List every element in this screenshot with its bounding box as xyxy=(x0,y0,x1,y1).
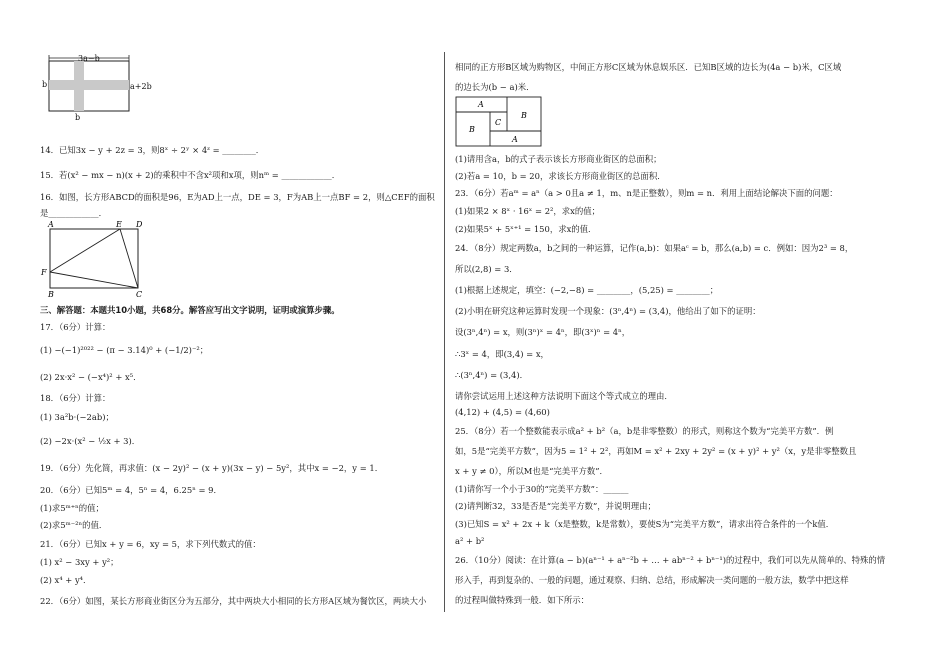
question-17-part1: (1) −(−1)²⁰²² − (π − 3.14)⁰ + (−1/2)⁻²； xyxy=(40,345,209,355)
question-25-expression: a² + b² xyxy=(455,536,485,546)
question-26-line2: 形入手，再到复杂的、一般的问题，通过观察、归纳、总结，形成解决一类问题的一般方法，数学中把这样 xyxy=(455,575,849,585)
question-15: 15．若(x² − mx − n)(x + 2)的乘积中不含x²项和x项，则nᵐ = ____________． xyxy=(40,170,341,180)
question-16-line2: 是____________． xyxy=(40,208,107,218)
cross-bottom-label: b xyxy=(75,113,81,122)
question-26-line3: 的过程叫做特殊到一般．如下所示： xyxy=(455,595,589,605)
cross-right-label: a+2b xyxy=(130,82,152,91)
left-column xyxy=(40,0,440,672)
rectangle-figure xyxy=(40,220,150,298)
question-16-line1: 16．如图，长方形ABCD的面积是96，E为AD上一点，DE = 3，F为AB上一点BF = 2，则△CEF的面积 xyxy=(40,192,435,202)
question-22-part2: (2)若a = 10，b = 20，求该长方形商业街区的总面积． xyxy=(455,171,666,181)
question-24-proof1: 设(3ⁿ,4ⁿ) = x，则(3ⁿ)ˣ = 4ⁿ，即(3ˣ)ⁿ = 4ⁿ， xyxy=(455,327,631,337)
zone-A-top: A xyxy=(478,100,484,109)
question-20-part2: (2)求5ᵐ⁻²ⁿ的值． xyxy=(40,520,108,530)
vertex-C: C xyxy=(136,290,143,298)
question-18-part1: (1) 3a²b·(−2ab)； xyxy=(40,412,114,422)
question-22-part1: (1)请用含a，b的式子表示该长方形商业街区的总面积； xyxy=(455,154,662,164)
question-24-equation: (4,12) + (4,5) = (4,60) xyxy=(455,407,550,417)
section-3-heading: 三、解答题：本题共10小题，共68分。解答应写出文字说明，证明或演算步骤。 xyxy=(40,305,340,315)
zone-C-middle: C xyxy=(495,118,502,127)
question-22: 22．（6分）如图，某长方形商业街区分为五部分，其中两块大小相同的长方形A区域为餐饮区，两块大小 xyxy=(40,596,427,606)
question-21: 21．（6分）已知x + y = 6，xy = 5，求下列代数式的值： xyxy=(40,539,261,549)
vertex-F: F xyxy=(41,268,47,277)
question-14: 14．已知3x − y + 2z = 3，则8ˣ ÷ 2ʸ × 4ᶻ = ________． xyxy=(40,145,265,155)
question-18: 18．（6分）计算： xyxy=(40,393,111,403)
question-25: 25．（8分）若一个整数能表示成a² + b²（a，b是非零整数）的形式，则称这个数为“完美平方数”．例 xyxy=(455,426,834,436)
cross-left-label: b xyxy=(42,80,48,89)
question-23: 23．（6分）若aᵐ = aⁿ（a > 0且a ≠ 1，m、n是正整数），则m = n．利用上面结论解决下面的问题： xyxy=(455,188,838,198)
question-25-part3: (3)已知S = x² + 2x + k（x是整数，k是常数），要使S为“完美平方数”，请求出符合条件的一个k值． xyxy=(455,519,835,529)
vertex-B: B xyxy=(48,290,54,298)
question-24: 24．（8分）规定两数a，b之间的一种运算，记作(a,b)：如果aᶜ = b，那么(a,b) = c．例如：因为2³ = 8， xyxy=(455,243,854,253)
question-22-line3: 的边长为(b − a)米． xyxy=(455,82,535,92)
question-24-part1: (1)根据上述规定，填空：(−2,−8) = ________，(5,25) = ________； xyxy=(455,285,719,295)
zone-A-bottom: A xyxy=(512,135,518,144)
question-23-part1: (1)如果2 × 8ˣ · 16ˣ = 2²，求x的值； xyxy=(455,206,600,216)
right-column xyxy=(455,0,886,672)
question-20: 20．（6分）已知5ᵐ = 4，5ⁿ = 4，6.25ⁿ = 9． xyxy=(40,485,222,495)
question-24-part2: (2)小明在研究这种运算时发现一个现象：(3ⁿ,4ⁿ) = (3,4)，他给出了如下的证明： xyxy=(455,306,761,316)
question-17-part2: (2) 2x·x² − (−x⁴)² + x⁵． xyxy=(40,372,142,382)
column-divider xyxy=(444,52,445,612)
cross-top-label: 3a−b xyxy=(78,54,100,63)
question-26: 26．（10分）阅读：在计算(a − b)(aⁿ⁻¹ + aⁿ⁻²b + … + abⁿ⁻² + bⁿ⁻¹)的过程中，我们可以先从简单的、特殊的情 xyxy=(455,555,886,565)
cross-figure xyxy=(40,52,160,124)
question-17: 17．（6分）计算： xyxy=(40,322,111,332)
question-24-line2: 所以(2,8) = 3． xyxy=(455,264,518,274)
zone-B-left: B xyxy=(469,125,475,134)
question-25-line3: x + y ≠ 0），所以M也是“完美平方数”． xyxy=(455,466,608,476)
vertex-E: E xyxy=(116,220,122,229)
question-25-part2: (2)请判断32，33是否是“完美平方数”，并说明理由； xyxy=(455,501,656,511)
question-25-line2: 如，5是“完美平方数”，因为5 = 1² + 2²，再如M = x² + 2xy + 2y² = (x + y)² + y²（x，y是非零整数且 xyxy=(455,446,857,456)
question-21-part1: (1) x² − 3xy + y²； xyxy=(40,557,119,567)
question-18-part2: (2) −2x·(x² − ½x + 3)． xyxy=(40,436,141,446)
question-23-part2: (2)如果5ˣ + 5ˣ⁺¹ = 150，求x的值． xyxy=(455,224,597,234)
vertex-D: D xyxy=(136,220,143,229)
question-22-line2: 相同的正方形B区域为购物区，中间正方形C区域为休息娱乐区．已知B区域的边长为(4a − b)米，C区域 xyxy=(455,62,842,72)
question-24-part3: 请你尝试运用上述这种方法说明下面这个等式成立的理由． xyxy=(455,391,673,401)
question-24-proof2: ∴3ˣ = 4，即(3,4) = x， xyxy=(455,349,549,359)
question-24-proof3: ∴(3ⁿ,4ⁿ) = (3,4)． xyxy=(455,370,528,380)
question-25-part1: (1)请你写一个小于30的“完美平方数”：______ xyxy=(455,484,629,494)
zone-B-right: B xyxy=(521,111,527,120)
vertex-A: A xyxy=(48,220,54,229)
question-21-part2: (2) x⁴ + y⁴． xyxy=(40,575,92,585)
question-19: 19．（6分）先化简，再求值：(x − 2y)² − (x + y)(3x − y) − 5y²，其中x = −2，y = 1． xyxy=(40,463,384,473)
question-20-part1: (1)求5ᵐ⁺ⁿ的值； xyxy=(40,503,104,513)
street-zones-figure xyxy=(455,96,545,148)
